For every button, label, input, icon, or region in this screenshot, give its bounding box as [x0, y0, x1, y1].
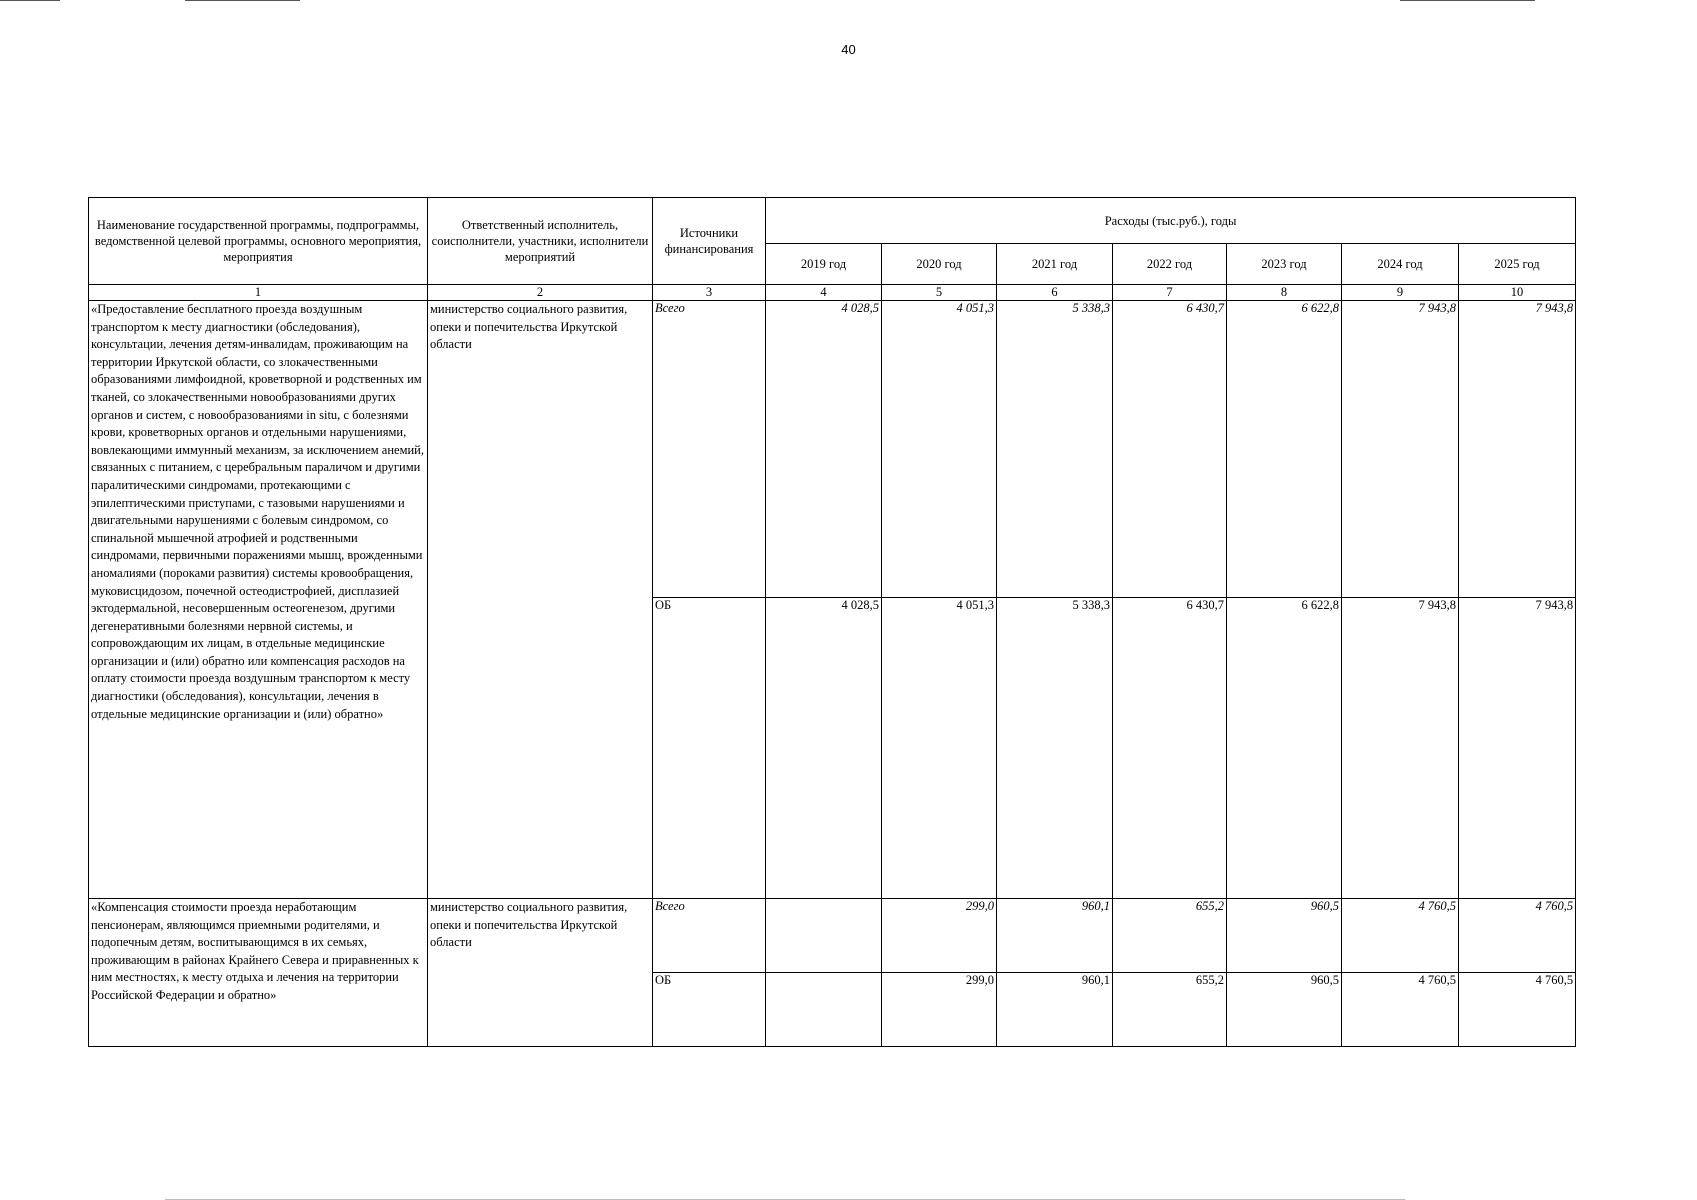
expense-value: 960,1	[997, 899, 1113, 973]
scan-edge-line	[0, 0, 60, 1]
table-row	[89, 899, 1576, 973]
expense-value: 299,0	[882, 899, 997, 973]
expense-value: 960,5	[1227, 899, 1342, 973]
column-number: 5	[882, 285, 997, 301]
header-year: 2020 год	[882, 244, 997, 285]
expense-value: 4 028,5	[766, 598, 882, 899]
expense-value: 4 028,5	[766, 301, 882, 598]
expense-value	[766, 899, 882, 973]
header-expenses: Расходы (тыс.руб.), годы	[766, 198, 1576, 244]
header-year: 2024 год	[1342, 244, 1459, 285]
column-number: 3	[653, 285, 766, 301]
funding-source-ob: ОБ	[653, 598, 766, 899]
funding-source-ob: ОБ	[653, 973, 766, 1047]
responsible-executor: министерство социального развития, опеки и попечительства Иркутской области	[428, 301, 653, 899]
expense-value: 4 051,3	[882, 301, 997, 598]
page-number: 40	[841, 42, 856, 57]
column-number: 2	[428, 285, 653, 301]
funding-source-total: Всего	[653, 301, 766, 598]
header-executor: Ответственный исполнитель, соисполнители, участники, исполнители мероприятий	[428, 198, 653, 285]
program-description: «Предоставление бесплатного проезда воздушным транспортом к месту диагностики (обследования), консультации, лечения детям-инвалидам, проживающим на территории Иркутской области, со злокачественными образованиями лимфоидной, кроветворной и родственных им тканей, со злокачественными новообразованиями других органов и систем, с новообразованиями in situ, с болезнями крови, кроветворных органов и отдельными нарушениями, вовлекающими иммунный механизм, за исключением анемий, связанных с питанием, с церебральным параличом и другими паралитическими синдромами, протекающими с эпилептическими приступами, с тазовыми нарушениями и двигательными нарушениями с болевым синдромом, со спинальной мышечной атрофией и родственными синдромами, первичными поражениями мышц, врожденными аномалиями (пороками развития) системы кровообращения, муковисцидозом, почечной остеодистрофией, дисплазией эктодермальной, несовершенным остеогенезом, другими дегенеративными болезнями нервной системы, и сопровождающим их лицам, в отдельные медицинские организации и (или) обратно или компенсация расходов на оплату стоимости проезда воздушным транспортом к месту диагностики (обследования), консультации, лечения в отдельные медицинские организации и (или) обратно»	[89, 301, 428, 899]
expense-value: 6 430,7	[1113, 301, 1227, 598]
expense-value: 960,5	[1227, 973, 1342, 1047]
header-funding-source: Источники финансирования	[653, 198, 766, 285]
scan-edge-line	[185, 0, 300, 1]
column-number: 4	[766, 285, 882, 301]
budget-table	[88, 197, 1576, 1047]
expense-value: 6 430,7	[1113, 598, 1227, 899]
program-description: «Компенсация стоимости проезда неработающим пенсионерам, являющимся приемными родителями, и подопечным детям, воспитывающимся в их семьях, проживающим в районах Крайнего Севера и приравненных к ним местностях, к месту отдыха и лечения на территории Российской Федерации и обратно»	[89, 899, 428, 1047]
header-year: 2019 год	[766, 244, 882, 285]
expense-value: 4 051,3	[882, 598, 997, 899]
expense-value: 4 760,5	[1459, 973, 1576, 1047]
expense-value: 960,1	[997, 973, 1113, 1047]
responsible-executor: министерство социального развития, опеки и попечительства Иркутской области	[428, 899, 653, 1047]
expense-value: 7 943,8	[1342, 598, 1459, 899]
header-year: 2025 год	[1459, 244, 1576, 285]
expense-value: 655,2	[1113, 899, 1227, 973]
expense-value: 5 338,3	[997, 301, 1113, 598]
header-year: 2021 год	[997, 244, 1113, 285]
expense-value: 7 943,8	[1459, 598, 1576, 899]
expense-value: 7 943,8	[1459, 301, 1576, 598]
funding-source-total: Всего	[653, 899, 766, 973]
column-numbers-row	[89, 285, 1576, 301]
column-number: 10	[1459, 285, 1576, 301]
expense-value: 6 622,8	[1227, 301, 1342, 598]
header-row	[89, 198, 1576, 244]
column-number: 7	[1113, 285, 1227, 301]
header-year: 2022 год	[1113, 244, 1227, 285]
expense-value: 7 943,8	[1342, 301, 1459, 598]
expense-value: 4 760,5	[1342, 899, 1459, 973]
header-year: 2023 год	[1227, 244, 1342, 285]
expense-value: 4 760,5	[1342, 973, 1459, 1047]
expense-value: 4 760,5	[1459, 899, 1576, 973]
column-number: 1	[89, 285, 428, 301]
column-number: 6	[997, 285, 1113, 301]
column-number: 9	[1342, 285, 1459, 301]
header-program-name: Наименование государственной программы, подпрограммы, ведомственной целевой программы, основного мероприятия, мероприятия	[89, 198, 428, 285]
expense-value: 655,2	[1113, 973, 1227, 1047]
expense-value: 5 338,3	[997, 598, 1113, 899]
scan-edge-line	[1400, 0, 1535, 1]
expense-value	[766, 973, 882, 1047]
expense-value: 299,0	[882, 973, 997, 1047]
expense-value: 6 622,8	[1227, 598, 1342, 899]
table-row	[89, 301, 1576, 598]
column-number: 8	[1227, 285, 1342, 301]
